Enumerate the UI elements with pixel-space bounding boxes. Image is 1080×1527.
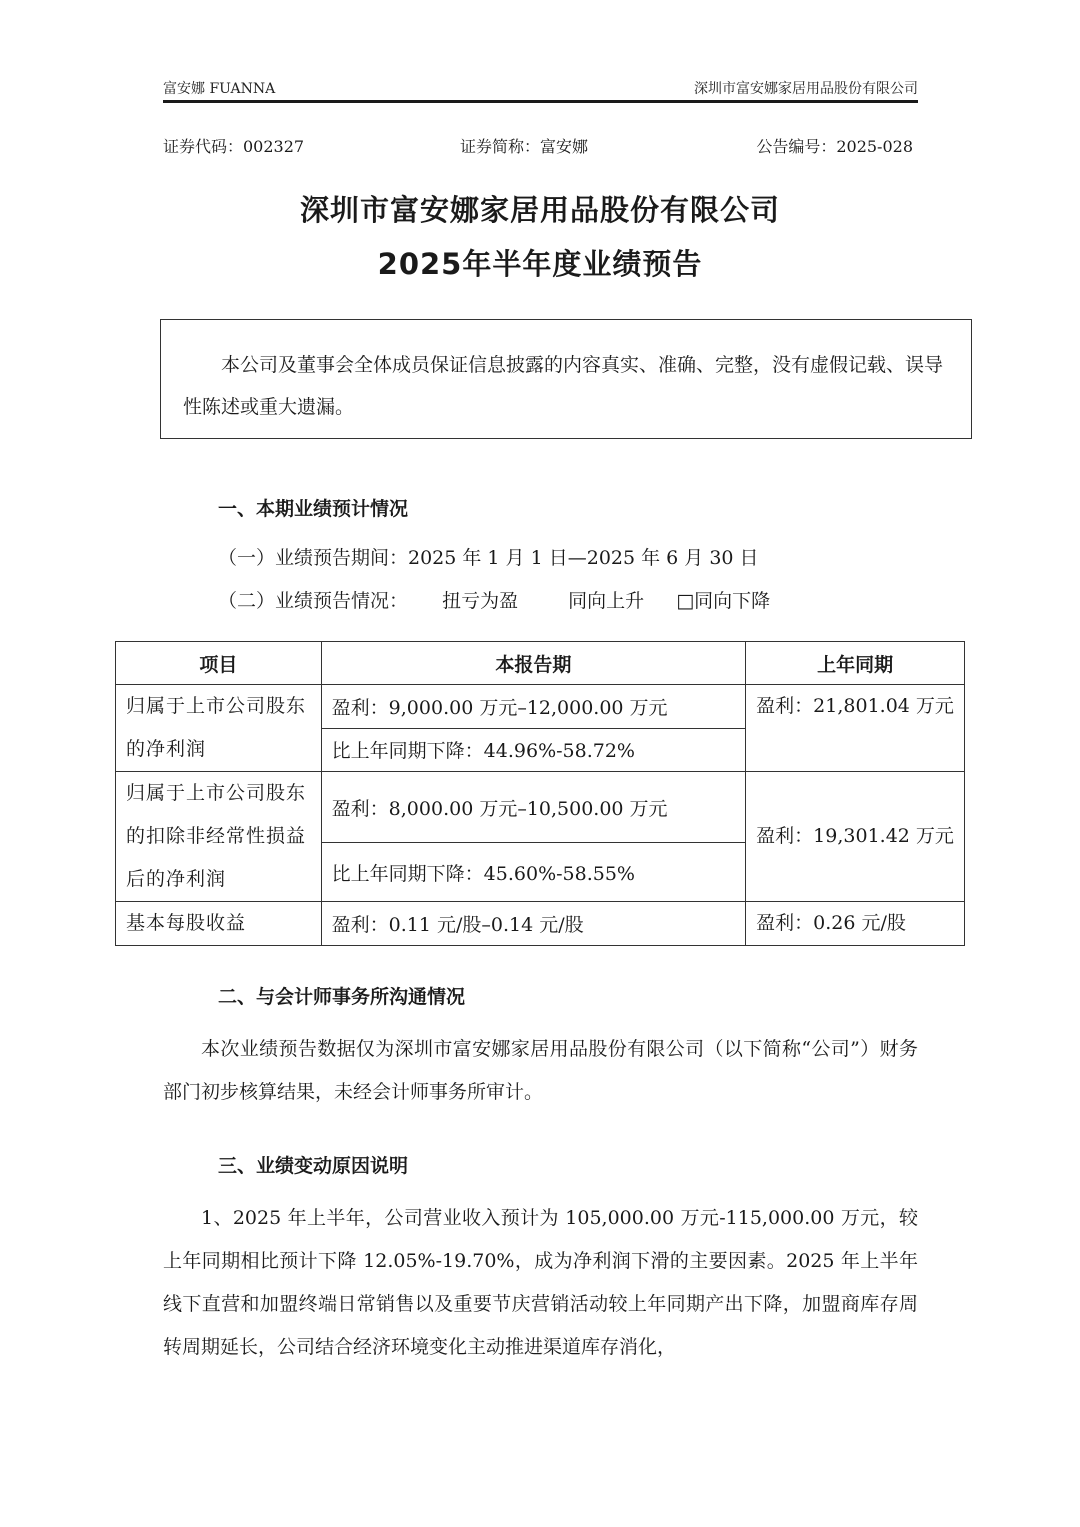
section3-body (163, 1197, 918, 1369)
page-header (163, 78, 918, 103)
row-item-label: 归属于上市公司股东的扣除非经常性损益后的净利润 (116, 772, 322, 902)
announcement-meta (163, 134, 913, 158)
table-row (116, 772, 965, 843)
announcement-number: 公告编号：2025-028 (756, 137, 913, 156)
row-change-value: 比上年同期下降：45.60%-58.55% (321, 843, 746, 902)
option-decrease: □同向下降 (676, 590, 771, 612)
row-current-value: 盈利：8,000.00 万元–10,500.00 万元 (321, 772, 746, 843)
row-prior-value: 盈利：21,801.04 万元 (746, 685, 965, 772)
security-abbreviation: 证券简称：富安娜 (460, 137, 589, 156)
forecast-period: （一）业绩预告期间：2025 年 1 月 1 日—2025 年 6 月 30 日 (218, 547, 759, 569)
table-row (116, 902, 965, 946)
table-header-row (116, 642, 965, 685)
row-prior-value: 盈利：19,301.42 万元 (746, 772, 965, 902)
section2-heading: 二、与会计师事务所沟通情况 (218, 986, 466, 1008)
section2-paragraph: 本次业绩预告数据仅为深圳市富安娜家居用品股份有限公司（以下简称“公司”）财务部门初步核算结果，未经会计师事务所审计。 (163, 1038, 918, 1103)
section2-body (163, 1028, 918, 1114)
header-item: 项目 (116, 642, 322, 685)
security-code: 证券代码：002327 (163, 137, 305, 156)
section3-heading: 三、业绩变动原因说明 (218, 1155, 409, 1177)
company-name-header: 深圳市富安娜家居用品股份有限公司 (694, 81, 918, 97)
document-title-report: 2025年半年度业绩预告 (377, 247, 703, 281)
section3-paragraph: 1、2025 年上半年，公司营业收入预计为 105,000.00 万元-115,000.00 万元，较上年同期相比预计下降 12.05%-19.70%，成为净利润下滑的主要因素。2025 年上半年线下直营和加盟终端日常销售以及重要节庆营销活动较上年同期产出下降，加盟商库存周转周期延长，公司结合经济环境变化主动推进渠道库存消化， (163, 1207, 918, 1358)
table-row (116, 685, 965, 729)
row-change-value: 比上年同期下降：44.96%-58.72% (321, 728, 746, 772)
row-item-label: 归属于上市公司股东的净利润 (116, 685, 322, 772)
forecast-status (218, 586, 770, 613)
option-turnaround: 扭亏为盈 (442, 590, 519, 612)
row-item-label: 基本每股收益 (116, 902, 322, 946)
row-current-value: 盈利：9,000.00 万元–12,000.00 万元 (321, 685, 746, 729)
row-prior-value: 盈利：0.26 元/股 (746, 902, 965, 946)
disclaimer-text: 本公司及董事会全体成员保证信息披露的内容真实、准确、完整，没有虚假记载、误导性陈述或重大遗漏。 (183, 354, 944, 418)
option-increase: 同向上升 (568, 590, 645, 612)
section1-heading: 一、本期业绩预计情况 (218, 498, 409, 520)
row-current-value: 盈利：0.11 元/股–0.14 元/股 (321, 902, 746, 946)
performance-table (115, 641, 965, 946)
header-current-period: 本报告期 (321, 642, 746, 685)
brand-name: 富安娜 FUANNA (163, 81, 276, 97)
document-title-company: 深圳市富安娜家居用品股份有限公司 (299, 193, 780, 227)
forecast-status-label: （二）业绩预告情况： (218, 590, 409, 612)
header-prior-period: 上年同期 (746, 642, 965, 685)
disclaimer-box (160, 319, 972, 439)
